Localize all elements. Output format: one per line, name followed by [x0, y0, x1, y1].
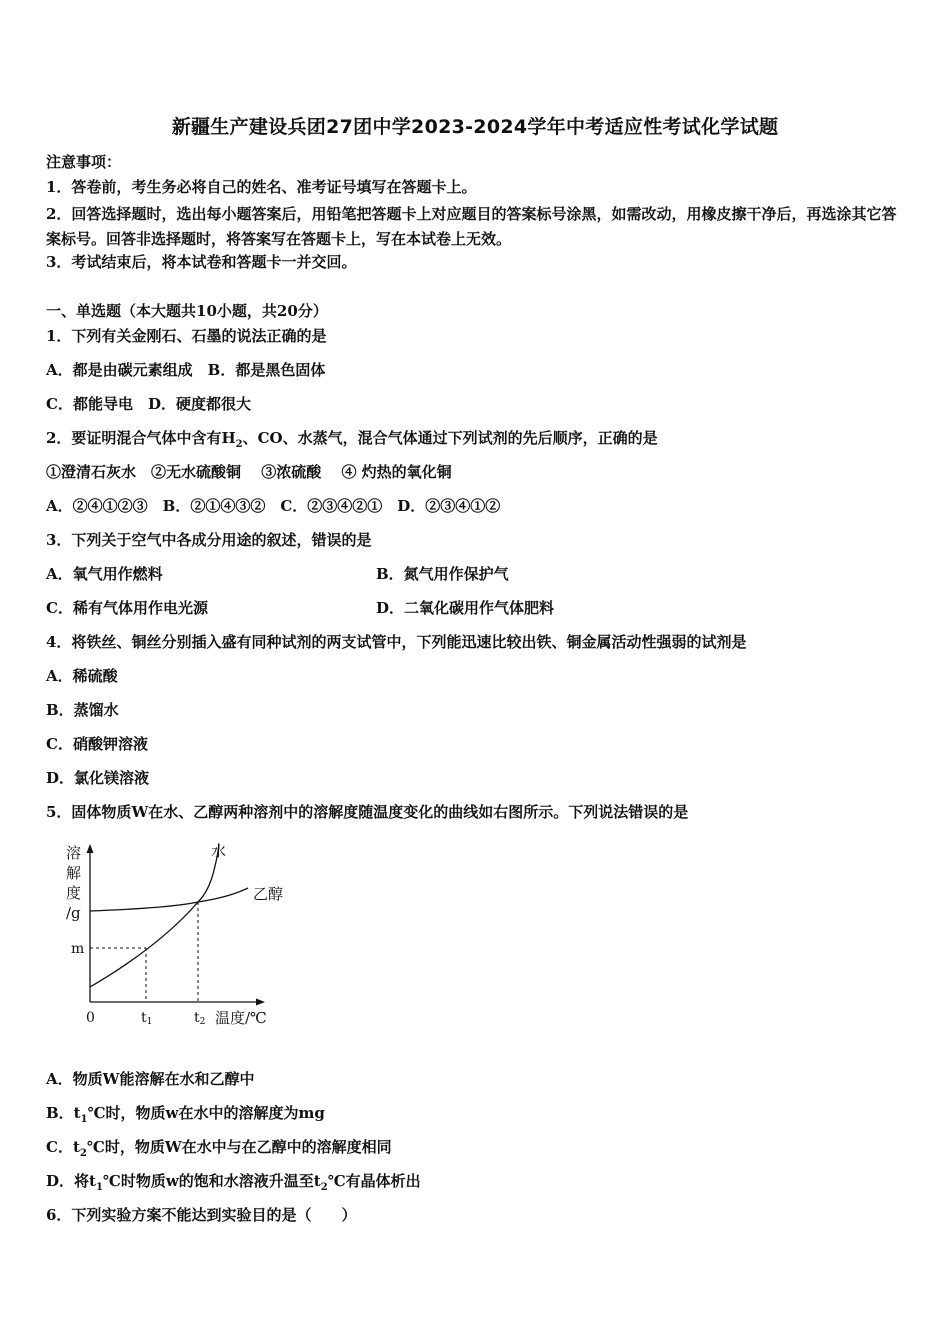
q5-option-b-pre: B．t — [46, 1104, 81, 1122]
q2-reagents: ①澄清石灰水 ②无水硫酸铜 ③浓硫酸 ④ 灼热的氧化铜 — [46, 463, 452, 481]
q2-stem-subscript: 2 — [235, 439, 243, 450]
y-label-4: /g — [66, 904, 81, 922]
q5-option-d — [46, 1171, 421, 1198]
q1-options-row1: A．都是由碳元素组成 B．都是黑色固体 — [46, 361, 326, 379]
q4-stem: 4．将铁丝、铜丝分别插入盛有同种试剂的两支试管中，下列能迅速比较出铁、铜金属活动性强弱的试剂是 — [46, 633, 747, 651]
q4-option-d: D．氯化镁溶液 — [46, 769, 150, 787]
notice-item-2: 2．回答选择题时，选出每小题答案后，用铅笔把答题卡上对应题目的答案标号涂黑，如需改动，用橡皮擦干净后，再选涂其它答案标号。回答非选择题时，将答案写在答题卡上，写在本试卷上无效。 — [46, 205, 897, 248]
notice-item-1: 1．答卷前，考生务必将自己的姓名、准考证号填写在答题卡上。 — [46, 178, 477, 196]
q5-option-c-post: ℃时，物质W在水中与在乙醇中的溶解度相同 — [86, 1138, 392, 1156]
q4-option-a: A．稀硫酸 — [46, 667, 118, 685]
ethanol-curve-label: 乙醇 — [253, 885, 284, 903]
y-label-2: 解 — [66, 864, 82, 882]
t2-label-sub: 2 — [199, 1017, 206, 1027]
y-label-1: 溶 — [66, 844, 82, 862]
q5-option-b-sub: 1 — [80, 1114, 88, 1125]
q5-option-d-sub2: 2 — [320, 1182, 328, 1193]
t2-label-base: t — [194, 1010, 200, 1026]
q5-option-b — [46, 1103, 325, 1130]
q2-stem — [46, 428, 658, 455]
y-axis-arrow — [87, 844, 94, 853]
q5-option-d-post: ℃有晶体析出 — [327, 1172, 421, 1190]
y-label-3: 度 — [66, 884, 82, 902]
q2-options: A．②④①②③ B．②①④③② C．②③④②① D．②③④①② — [46, 497, 501, 515]
q2-stem-part1: 2．要证明混合气体中含有H — [46, 429, 236, 447]
exam-title: 新疆生产建设兵团27团中学2023-2024学年中考适应性考试化学试题 — [171, 116, 779, 138]
ethanol-curve — [90, 888, 248, 911]
q6-stem: 6．下列实验方案不能达到实验目的是（ ） — [46, 1206, 357, 1224]
q2-stem-part2: 、CO、水蒸气，混合气体通过下列试剂的先后顺序，正确的是 — [242, 429, 658, 447]
q4-option-c: C．硝酸钾溶液 — [46, 735, 148, 753]
water-curve-label: 水 — [211, 842, 227, 860]
t1-label — [141, 1010, 152, 1027]
solubility-graph — [60, 836, 300, 1032]
x-axis-arrow — [256, 999, 265, 1006]
q5-option-c — [46, 1137, 392, 1164]
q1-options-row2: C．都能导电 D．硬度都很大 — [46, 395, 251, 413]
t2-label — [194, 1010, 205, 1027]
t1-label-sub: 1 — [146, 1017, 153, 1027]
notice-item-3: 3．考试结束后，将本试卷和答题卡一并交回。 — [46, 253, 357, 271]
q5-option-c-sub: 2 — [79, 1148, 87, 1159]
q5-option-d-sub1: 1 — [95, 1182, 103, 1193]
q3-stem: 3．下列关于空气中各成分用途的叙述，错误的是 — [46, 531, 372, 549]
q3-option-a: A．氧气用作燃料 — [46, 565, 163, 583]
section-heading: 一、单选题（本大题共10小题，共20分） — [46, 302, 328, 320]
t1-label-base: t — [141, 1010, 147, 1026]
q3-option-d: D．二氧化碳用作气体肥料 — [376, 599, 555, 617]
notice-heading: 注意事项： — [46, 153, 122, 171]
q1-stem: 1．下列有关金刚石、石墨的说法正确的是 — [46, 327, 327, 345]
q3-option-c: C．稀有气体用作电光源 — [46, 599, 208, 617]
q5-option-d-mid: ℃时物质w的饱和水溶液升温至t — [102, 1172, 321, 1190]
q5-option-b-post: ℃时，物质w在水中的溶解度为mg — [87, 1104, 325, 1122]
q5-option-d-pre: D．将t — [46, 1172, 96, 1190]
q4-option-b: B．蒸馏水 — [46, 701, 119, 719]
q5-option-a: A．物质W能溶解在水和乙醇中 — [46, 1070, 255, 1088]
x-axis-label: 温度/℃ — [215, 1009, 267, 1027]
origin-label: 0 — [86, 1010, 95, 1026]
q3-option-b: B．氮气用作保护气 — [376, 565, 509, 583]
q5-option-c-pre: C．t — [46, 1138, 80, 1156]
q5-stem: 5．固体物质W在水、乙醇两种溶剂中的溶解度随温度变化的曲线如右图所示。下列说法错误的是 — [46, 803, 689, 821]
m-label: m — [71, 941, 85, 957]
water-curve — [90, 844, 219, 987]
